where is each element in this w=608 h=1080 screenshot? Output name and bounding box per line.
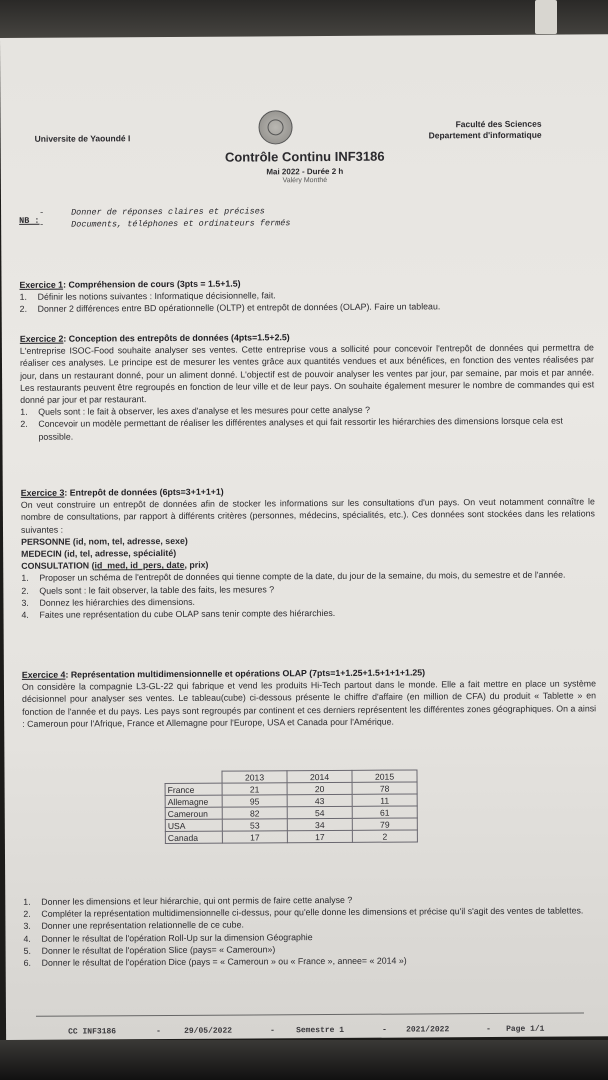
value-cell: 17 [222, 831, 287, 843]
value-cell: 34 [287, 818, 352, 830]
value-cell: 20 [287, 782, 352, 794]
question-number: 5. [23, 945, 31, 956]
question-number: 2. [20, 419, 28, 430]
country-cell: Cameroun [165, 807, 222, 819]
year-header: 2013 [222, 771, 287, 783]
footer-course: CC INF3186 [68, 1027, 117, 1037]
question-text: Donner 2 différences entre BD opérationnelle (OLTP) et entrepôt de données (OLAP). Faire un tableau. [37, 301, 441, 315]
teacher-name: Valéry Monthé [282, 177, 328, 185]
question-text: Quels sont : le fait à observer, les axes d'analyse et les mesures pour cette analyse ? [38, 404, 371, 417]
exercise-title: : Conception des entrepôts de données (4pts=1.5+2.5) [63, 332, 290, 344]
exercise-1 [19, 275, 593, 315]
footer-separator: - [382, 1025, 387, 1035]
faculty-block [429, 119, 542, 142]
question-number: 1. [20, 407, 28, 418]
footer-divider [36, 1012, 584, 1016]
exam-sheet [0, 34, 608, 1040]
value-cell: 82 [222, 807, 287, 819]
question-number: 1. [23, 896, 31, 907]
exercise-4-questions-block [23, 892, 597, 969]
value-cell: 17 [287, 830, 352, 842]
question-item [21, 605, 595, 621]
exercise-title: : Représentation multidimensionnelle et opérations OLAP (7pts=1+1.25+1.5+1+1+1.25) [65, 667, 426, 680]
sales-cube-table [164, 769, 417, 844]
exercise-4-questions [23, 892, 597, 969]
value-cell: 53 [222, 819, 287, 831]
question-number: 6. [23, 957, 32, 968]
value-cell: 54 [287, 806, 352, 818]
nb-instruction-1: Donner de réponses claires et précises [71, 206, 265, 218]
university-name: Universite de Yaoundé I [34, 133, 131, 144]
question-number: 1. [21, 573, 29, 584]
exercise-2-statement: L'entreprise ISOC-Food souhaite analyser ses ventes. Cette entreprise vous a sollicité pour concevoir l'entrepôt de données qui permettra de réaliser ces analyses. Le principe est de mesurer les ventes grâce aux quantités vendues et aux bénéfices, en fonction des ventes réalisées par jour, dans un restaurant donné, pour un aliment donné. L'objectif est de pouvoir analyser les ventes par jour, par semaine, par mois et par année. Les restaurants peuvent être regroupés en fonction de leur ville et de leur pays. On souhaite également mesurer le nombre de commandes qui est donné par jour et par restaurant. [19, 342, 595, 405]
nb-label: NB : [19, 215, 40, 226]
footer-separator: - [156, 1027, 161, 1037]
question-text: Proposer un schéma de l'entrepôt de données qui tienne compte de la date, du jour de la semaine, du mois, du semestre et de l'année. [39, 569, 566, 584]
question-text: Faites une représentation du cube OLAP sans tenir compte des hiérarchies. [39, 607, 336, 620]
country-cell: France [165, 783, 222, 795]
question-text: Donnez les hiérarchies des dimensions. [39, 596, 195, 608]
university-seal-icon [258, 110, 292, 144]
question-text: Donner les dimensions et leur hiérarchie, qui ont permis de faire cette analyse ? [41, 894, 353, 907]
question-number: 2. [23, 909, 31, 920]
country-cell: Canada [165, 831, 222, 843]
exercise-2-questions [20, 403, 594, 443]
value-cell: 95 [222, 795, 287, 807]
exercise-4 [22, 665, 596, 730]
relation-keys: id_med, id_pers, date [94, 560, 185, 571]
exercise-label: Exercice 1 [19, 279, 64, 290]
question-number: 1. [19, 292, 27, 303]
question-number: 4. [21, 609, 29, 620]
question-text: Donner une représentation relationnelle de ce cube. [41, 919, 244, 932]
nb-instruction-2: Documents, téléphones et ordinateurs fermés [71, 218, 291, 230]
question-item [20, 415, 594, 443]
exercise-1-questions [20, 288, 594, 316]
exam-date-duration: Mai 2022 - Durée 2 h [266, 166, 344, 177]
value-cell: 11 [352, 794, 417, 806]
question-text: Donner le résultat de l'opération Dice (pays = « Cameroun » ou « France », annee= « 2014 ») [41, 955, 407, 968]
year-header: 2015 [352, 770, 417, 782]
question-number: 3. [21, 597, 29, 608]
footer-academic-year: 2021/2022 [406, 1025, 450, 1035]
footer-separator: - [270, 1026, 275, 1036]
exercise-title: : Entrepôt de données (6pts=3+1+1+1) [64, 486, 224, 498]
exercise-4-statement: On considère la compagnie L3-GL-22 qui fabrique et vend les produits Hi-Tech partout dans le monde. Elle a fait mettre en place un système décisionnel pour analyser ses ventes. Le tableau(cube) ci-dessous présente le chiffre d'affaire (en million de CFA) du produit « Tablette » en fonction de l'année et du pays. Les pays sont regroupés par continent et ces derniers représentent les différentes zones géographiques. On a ainsi : Cameroun pour l'Afrique, France et Allemagne pour l'Europe, USA et Canada pour l'Amérique. [21, 678, 597, 729]
value-cell: 78 [352, 782, 417, 794]
background-bottom [0, 1040, 608, 1080]
nb-dash: - [39, 219, 45, 230]
table-corner [165, 771, 222, 783]
question-text: Donner le résultat de l'opération Roll-Up sur la dimension Géographie [41, 931, 313, 944]
question-text: Concevoir un modèle permettant de réaliser les différentes analyses et qui fait ressortir les hiérarchies des dimensions lorsque cela est possible. [38, 415, 563, 442]
footer-date: 29/05/2022 [184, 1026, 233, 1036]
question-text: Donner le résultat de l'opération Slice (pays= « Cameroun») [41, 944, 276, 956]
exercise-3-questions [21, 569, 595, 621]
table-row [165, 830, 417, 844]
question-number: 2. [19, 304, 28, 315]
value-cell: 61 [352, 806, 417, 818]
footer-separator: - [486, 1025, 491, 1035]
question-item [24, 953, 598, 969]
question-number: 3. [23, 921, 31, 932]
exercise-3 [21, 483, 596, 621]
relation-medecin: MEDECIN (id, tel, adresse, spécialité) [21, 547, 177, 559]
country-cell: USA [165, 819, 222, 831]
sticker [535, 0, 557, 34]
relation-rest: , prix) [184, 559, 209, 571]
exam-title: Contrôle Continu INF3186 [224, 148, 385, 165]
value-cell: 21 [222, 783, 287, 795]
footer-page: Page 1/1 [506, 1024, 545, 1034]
exercise-title: : Compréhension de cours (3pts = 1.5+1.5) [63, 278, 241, 290]
question-text: Définir les notions suivantes : Informatique décisionnelle, fait. [37, 290, 276, 302]
question-text: Compléter la représentation multidimensionnelle ci-dessus, pour qu'elle donne les dimensions et précise qu'il s'agit des ventes de tablettes. [41, 905, 584, 919]
exercise-label: Exercice 4 [21, 669, 66, 680]
exercise-2 [20, 329, 595, 442]
nb-dash: - [39, 207, 45, 218]
question-number: 2. [21, 585, 29, 596]
footer-semester: Semestre 1 [296, 1025, 345, 1036]
exercise-label: Exercice 3 [20, 487, 65, 498]
relation-personne: PERSONNE (id, nom, tel, adresse, sexe) [21, 535, 188, 547]
value-cell: 79 [352, 818, 417, 830]
relation-name: CONSULTATION ( [21, 560, 95, 572]
exercise-3-statement: On veut construire un entrepôt de données afin de stocker les informations sur les consultations d'un pays. On veut notamment connaître le nombre de consultations, par rapport à différents critères (personnes, médecins, spécialités, etc.). Ces données sont stockées dans les relations suivantes : [20, 496, 595, 535]
value-cell: 2 [352, 830, 417, 842]
question-item [20, 300, 594, 316]
question-number: 4. [23, 933, 31, 944]
department-name: Departement d'informatique [428, 129, 542, 141]
year-header: 2014 [287, 770, 352, 782]
country-cell: Allemagne [165, 795, 222, 807]
faculty-name: Faculté des Sciences [455, 118, 542, 130]
exercise-label: Exercice 2 [19, 333, 64, 344]
question-text: Quels sont : le fait observer, la table des faits, les mesures ? [39, 583, 275, 596]
value-cell: 43 [287, 794, 352, 806]
